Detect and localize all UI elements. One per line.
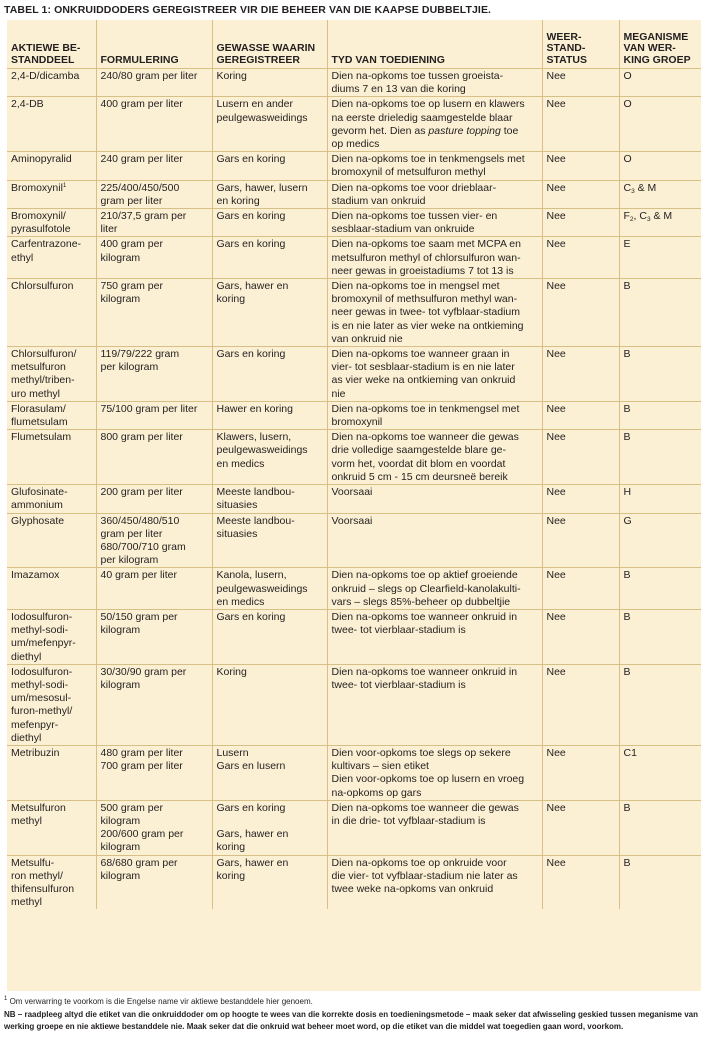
cell-crops (212, 430, 327, 485)
cell-timing-text: Dien na-opkoms toe voor drieblaar- stadium van onkruid (331, 181, 497, 207)
cell-timing (327, 279, 542, 347)
mode-text: C (623, 181, 632, 194)
cell-formulation (96, 237, 212, 279)
header-formulation-label: FORMULERING (100, 53, 179, 66)
cell-crops (212, 800, 327, 855)
cell-active-ingredient-text: Aminopyralid (11, 153, 72, 166)
cell-mode-of-action-text: O (623, 70, 632, 82)
cell-mode-of-action-text: O (623, 153, 632, 166)
cell-active-ingredient (7, 800, 96, 855)
table-row (7, 279, 701, 347)
cell-mode-of-action-text: B (623, 665, 631, 678)
cell-resistance-status-text: Nee (546, 181, 566, 194)
cell-resistance-status (542, 152, 619, 180)
cell-crops-text: Koring (216, 665, 247, 678)
cell-resistance-status (542, 209, 619, 237)
cell-active-ingredient (7, 401, 96, 429)
table-row (7, 568, 701, 610)
cell-resistance-status (542, 664, 619, 745)
cell-active-ingredient (7, 745, 96, 800)
cell-active-ingredient-text: Glyphosate (11, 514, 65, 527)
cell-mode-of-action (619, 180, 701, 208)
cell-timing (327, 69, 542, 97)
table-row (7, 664, 701, 745)
table-row (7, 152, 701, 180)
table-row (7, 800, 701, 855)
cell-crops (212, 69, 327, 97)
cell-crops-text: Koring (216, 70, 247, 82)
cell-formulation-text: 240/80 gram per liter (100, 70, 198, 82)
cell-active-ingredient-text: 2,4-DB (11, 98, 44, 111)
cell-formulation-text: 40 gram per liter (100, 569, 177, 582)
header-crops (212, 20, 327, 69)
cell-resistance-status (542, 180, 619, 208)
cell-resistance-status (542, 237, 619, 279)
cell-crops-text: Gars en koring (216, 610, 286, 623)
cell-active-ingredient-text: Chlorsulfuron (11, 280, 74, 293)
cell-active-ingredient (7, 69, 96, 97)
cell-formulation-text: 800 gram per liter (100, 431, 183, 444)
header-mode-label: MEGANISME VAN WER- KING GROEP (623, 30, 691, 66)
header-timing (327, 20, 542, 69)
cell-active-ingredient-text: Metsulfu- ron methyl/ thifensulfuron methyl (11, 856, 75, 909)
cell-resistance-status (542, 69, 619, 97)
cell-timing-text: Dien na-opkoms toe op onkruide voor die vier- tot vyfblaar-stadium nie later as twee weke na-opkoms van onkruid (331, 856, 518, 895)
cell-timing-text: Dien na-opkoms toe wanneer graan in vier- tot sesblaar-stadium is en nie later as vier weke na ontkieming van onkruid nie (331, 348, 516, 400)
cell-timing (327, 800, 542, 855)
cell-crops (212, 180, 327, 208)
table-row (7, 69, 701, 97)
cell-formulation-text: 480 gram per liter 700 gram per liter (100, 746, 183, 773)
mode-subscript: 2 (629, 216, 634, 224)
cell-resistance-status (542, 430, 619, 485)
cell-active-ingredient-text (11, 182, 93, 195)
cell-timing-text: Dien voor-opkoms toe slegs op sekere kultivars – sien etiket Dien voor-opkoms toe op lusern en vroeg na-opkoms op gars (331, 746, 525, 799)
cell-mode-of-action (619, 69, 701, 97)
cell-timing (327, 237, 542, 279)
cell-timing-text: Voorsaai (331, 486, 373, 499)
cell-crops-text: Lusern en ander peulgewasweidings (216, 98, 308, 124)
cell-timing (327, 855, 542, 909)
cell-mode-of-action (619, 152, 701, 180)
cell-resistance-status-text: Nee (546, 746, 566, 759)
cell-resistance-status (542, 485, 619, 513)
cell-timing (327, 745, 542, 800)
cell-formulation (96, 279, 212, 347)
table-title: TABEL 1: ONKRUIDDODERS GEREGISTREER VIR DIE BEHEER VAN DIE KAAPSE DUBBELTJIE. (4, 4, 492, 16)
cell-timing (327, 664, 542, 745)
cell-formulation (96, 568, 212, 610)
cell-resistance-status-text: Nee (546, 238, 566, 251)
cell-formulation-text: 400 gram per kilogram (100, 238, 163, 264)
cell-resistance-status (542, 401, 619, 429)
cell-formulation-text: 30/30/90 gram per kilogram (100, 665, 187, 691)
cell-crops-text: Hawer en koring (216, 402, 293, 415)
cell-formulation-text: 210/37,5 gram per liter (100, 210, 187, 236)
mode-text: F (623, 210, 630, 223)
cell-active-ingredient (7, 152, 96, 180)
cell-formulation (96, 855, 212, 909)
table-row (7, 745, 701, 800)
cell-mode-of-action (619, 401, 701, 429)
header-resistance-label: WEER- STAND- STATUS (546, 30, 587, 66)
cell-resistance-status-text: Nee (546, 801, 566, 814)
cell-mode-of-action (619, 568, 701, 610)
mode-text: & M (650, 210, 673, 223)
cell-crops (212, 401, 327, 429)
cell-timing (327, 209, 542, 237)
cell-crops (212, 855, 327, 909)
cell-resistance-status-text: Nee (546, 70, 566, 82)
cell-timing-text: Dien na-opkoms toe in tenkmengsel met bromoxynil (331, 402, 520, 429)
cell-timing-text: Dien na-opkoms toe in tenkmengsels met bromoxynil of metsulfuron methyl (331, 153, 525, 179)
cell-formulation-text: 50/150 gram per kilogram (100, 610, 178, 637)
cell-resistance-status-text: Nee (546, 514, 566, 527)
cell-mode-of-action-text: C1 (623, 746, 637, 759)
cell-mode-of-action-text: B (623, 402, 631, 415)
cell-active-ingredient-text: Flumetsulam (11, 431, 72, 444)
cell-mode-of-action-text: O (623, 98, 632, 111)
cell-formulation-text: 360/450/480/510 gram per liter 680/700/710 gram per kilogram (100, 514, 186, 567)
cell-crops-text: Gars en koring (216, 238, 286, 251)
cell-active-ingredient (7, 664, 96, 745)
cell-crops-text: Gars en koring (216, 210, 286, 223)
mode-text: & M (634, 181, 657, 194)
cell-crops-text: Gars, hawer en koring (216, 280, 289, 306)
cell-crops (212, 152, 327, 180)
note-text: NB – raadpleeg altyd die etiket van die onkruiddoder om op hoogte te wees van die korrekte dosis en toedieningsmetode – maak seker dat afwisseling geskied tussen meganisme van werking groepe en nie aktiewe bestanddele nie. Maak seker dat die onkruid wat beheer moet word, op die etiket van die middel wat toegedien gaan word, voorkom. (4, 1010, 698, 1031)
cell-formulation (96, 664, 212, 745)
active-text: Bromoxynil (11, 181, 63, 194)
cell-active-ingredient-text: Imazamox (11, 569, 60, 582)
cell-mode-of-action-text: B (623, 610, 631, 623)
footnote-marker: 1 (62, 182, 67, 189)
cell-active-ingredient (7, 513, 96, 568)
timing-text: Dien na-opkoms toe op lusern en klawers na eerste drieledig saamgestelde blaar gevorm het. Dien as (331, 98, 525, 137)
cell-active-ingredient-text: Chlorsulfuron/ metsulfuron methyl/triben- uro methyl (11, 348, 77, 400)
cell-mode-of-action (619, 609, 701, 664)
cell-resistance-status-text: Nee (546, 856, 566, 869)
table-row (7, 347, 701, 402)
table-row (7, 401, 701, 429)
cell-timing-text: Dien na-opkoms toe tussen vier- en sesblaar-stadium van onkruide (331, 210, 498, 236)
cell-mode-of-action-text: B (623, 801, 631, 814)
cell-active-ingredient (7, 485, 96, 513)
cell-mode-of-action (619, 347, 701, 402)
cell-timing (327, 568, 542, 610)
cell-timing-text: Dien na-opkoms toe in mengsel met bromoxynil of methsulfuron methyl wan- neer gewas in twee- tot vyfblaar-stadium is en nie later as vier weke na ontkieming van onkruid nie (331, 280, 524, 345)
cell-active-ingredient-text: Iodosulfuron- methyl-sodi- um/mesosul- furon-methyl/ mefenpyr- diethyl (11, 665, 73, 744)
cell-formulation-text: 400 gram per liter (100, 98, 183, 111)
cell-crops-text: Meeste landbou- situasies (216, 514, 295, 540)
cell-timing (327, 430, 542, 485)
cell-active-ingredient (7, 568, 96, 610)
cell-resistance-status (542, 855, 619, 909)
cell-timing-text (332, 98, 539, 151)
cell-crops (212, 745, 327, 800)
cell-resistance-status-text: Nee (546, 665, 566, 678)
table-row (7, 430, 701, 485)
cell-formulation-text: 240 gram per liter (100, 153, 183, 166)
cell-active-ingredient (7, 430, 96, 485)
table-row (7, 513, 701, 568)
cell-active-ingredient-text: Florasulam/ flumetsulam (11, 402, 68, 429)
cell-timing-text: Voorsaai (331, 514, 373, 527)
cell-resistance-status-text: Nee (546, 98, 566, 111)
mode-subscript: 3 (631, 187, 635, 195)
cell-mode-of-action-text: G (623, 514, 632, 527)
cell-timing (327, 180, 542, 208)
cell-timing-text: Dien na-opkoms toe saam met MCPA en metsulfuron methyl of chlorsulfuron wan- neer gewas in groeistadiums 7 tot 13 is (331, 238, 521, 277)
cell-active-ingredient (7, 180, 96, 208)
table-row (7, 237, 701, 279)
cell-crops (212, 209, 327, 237)
cell-mode-of-action-text: H (623, 486, 632, 499)
cell-resistance-status-text: Nee (546, 348, 566, 361)
cell-mode-of-action-text: B (623, 569, 631, 582)
cell-resistance-status (542, 347, 619, 402)
cell-active-ingredient-text: Carfentrazone- ethyl (11, 238, 82, 264)
cell-timing (327, 609, 542, 664)
cell-active-ingredient-text: Glufosinate- ammonium (11, 486, 68, 512)
cell-formulation-text: 225/400/450/500 gram per liter (100, 181, 180, 207)
cell-resistance-status (542, 513, 619, 568)
cell-crops (212, 609, 327, 664)
cell-crops-text: Meeste landbou- situasies (216, 486, 295, 512)
cell-formulation-text: 750 gram per kilogram (100, 280, 163, 306)
cell-resistance-status-text: Nee (546, 431, 566, 444)
cell-mode-of-action (619, 209, 701, 237)
cell-resistance-status-text: Nee (546, 569, 566, 582)
cell-formulation (96, 401, 212, 429)
cell-crops-text: Gars en koring (216, 348, 286, 361)
cell-timing-text: Dien na-opkoms toe tussen groeista- diums 7 en 13 van die koring (331, 70, 504, 96)
table-row (7, 97, 701, 152)
cell-active-ingredient-text: Iodosulfuron- methyl-sodi- um/mefenpyr- diethyl (11, 610, 76, 663)
cell-resistance-status (542, 800, 619, 855)
cell-crops (212, 485, 327, 513)
cell-active-ingredient (7, 97, 96, 152)
cell-timing (327, 152, 542, 180)
cell-active-ingredient (7, 609, 96, 664)
table-row (7, 855, 701, 909)
cell-resistance-status-text: Nee (546, 210, 566, 223)
cell-formulation (96, 485, 212, 513)
cell-timing-text: Dien na-opkoms toe wanneer onkruid in twee- tot vierblaar-stadium is (331, 610, 518, 637)
cell-active-ingredient (7, 855, 96, 909)
cell-mode-of-action (619, 237, 701, 279)
cell-resistance-status-text: Nee (546, 610, 566, 623)
cell-formulation (96, 800, 212, 855)
cell-mode-of-action (619, 430, 701, 485)
cell-formulation-text: 500 gram per kilogram 200/600 gram per kilogram (100, 801, 184, 854)
herbicide-table (7, 20, 701, 909)
header-active-label: AKTIEWE BE- STANDDEEL (11, 42, 81, 66)
cell-resistance-status (542, 97, 619, 152)
cell-resistance-status-text: Nee (546, 153, 566, 166)
cell-active-ingredient (7, 209, 96, 237)
cell-mode-of-action (619, 800, 701, 855)
cell-formulation (96, 609, 212, 664)
header-resistance-status (542, 20, 619, 69)
cell-formulation-text: 200 gram per liter (100, 486, 183, 499)
cell-crops-text: Kanola, lusern, peulgewasweidings en medics (216, 569, 308, 608)
cell-resistance-status-text: Nee (546, 280, 566, 293)
cell-crops (212, 568, 327, 610)
cell-mode-of-action (619, 745, 701, 800)
cell-mode-of-action (619, 485, 701, 513)
cell-resistance-status (542, 279, 619, 347)
cell-mode-of-action-text: B (623, 348, 631, 361)
cell-timing (327, 401, 542, 429)
cell-crops (212, 664, 327, 745)
cell-timing-text: Dien na-opkoms toe wanneer onkruid in twee- tot vierblaar-stadium is (331, 665, 518, 691)
cell-formulation (96, 430, 212, 485)
cell-mode-of-action-text: B (623, 280, 631, 293)
cell-crops-text: Gars, hawer, lusern en koring (216, 181, 308, 207)
cell-mode-of-action-text: E (623, 238, 631, 251)
footnote (4, 997, 313, 1006)
cell-crops-text: Gars, hawer en koring (216, 856, 289, 882)
cell-mode-of-action-text (624, 210, 699, 223)
cell-active-ingredient-text: Metsulfuron methyl (11, 801, 66, 827)
cell-timing-text: Dien na-opkoms toe op aktief groeiende onkruid – slegs op Clearfield-kanolakulti- vars – slegs 85%-beheer op dubbeltjie (331, 569, 521, 608)
herbicide-table-panel (7, 20, 701, 991)
cell-resistance-status-text: Nee (546, 486, 566, 499)
cell-mode-of-action (619, 279, 701, 347)
cell-formulation (96, 513, 212, 568)
cell-active-ingredient (7, 279, 96, 347)
cell-formulation (96, 347, 212, 402)
cell-timing-text: Dien na-opkoms toe wanneer die gewas in die drie- tot vyfblaar-stadium is (331, 801, 519, 827)
cell-crops (212, 97, 327, 152)
timing-text: toe op medics (331, 124, 519, 151)
cell-timing (327, 513, 542, 568)
header-row (7, 20, 701, 69)
cell-crops-text: Klawers, lusern, peulgewasweidings en medics (216, 431, 308, 470)
cell-crops (212, 279, 327, 347)
footnote-marker: 1 (4, 996, 8, 1002)
cell-resistance-status (542, 609, 619, 664)
cell-formulation-text: 75/100 gram per liter (100, 402, 198, 415)
cell-formulation-text: 119/79/222 gram per kilogram (100, 348, 180, 374)
cell-formulation (96, 97, 212, 152)
cell-crops (212, 237, 327, 279)
header-mode-of-action (619, 20, 701, 69)
timing-emphasis: pasture topping (428, 124, 501, 137)
table-row (7, 609, 701, 664)
cell-mode-of-action (619, 855, 701, 909)
cell-active-ingredient (7, 347, 96, 402)
header-formulation (96, 20, 212, 69)
cell-mode-of-action (619, 513, 701, 568)
cell-crops-text: Gars en koring Gars, hawer en koring (216, 801, 289, 854)
cell-mode-of-action-text (624, 182, 699, 195)
cell-timing (327, 347, 542, 402)
cell-resistance-status (542, 745, 619, 800)
cell-formulation (96, 745, 212, 800)
cell-formulation (96, 152, 212, 180)
cell-resistance-status-text: Nee (546, 402, 566, 415)
table-row (7, 180, 701, 208)
mode-text: , C (633, 210, 647, 223)
header-timing-label: TYD VAN TOEDIENING (331, 53, 445, 66)
cell-formulation-text: 68/680 gram per kilogram (100, 856, 178, 882)
cell-formulation (96, 180, 212, 208)
cell-crops (212, 513, 327, 568)
cell-timing (327, 485, 542, 513)
table-row (7, 485, 701, 513)
cell-mode-of-action-text: B (623, 856, 631, 869)
cell-active-ingredient-text: Metribuzin (11, 746, 60, 759)
cell-crops-text: Gars en koring (216, 153, 286, 166)
cell-crops-text: Lusern Gars en lusern (216, 746, 286, 773)
cell-active-ingredient-text: Bromoxynil/ pyrasulfotole (11, 210, 71, 236)
cell-formulation (96, 209, 212, 237)
cell-mode-of-action (619, 97, 701, 152)
footnote-text: Om verwarring te voorkom is die Engelse name vir aktiewe bestanddele hier genoem. (7, 997, 313, 1006)
table-row (7, 209, 701, 237)
mode-subscript: 3 (646, 216, 651, 224)
cell-active-ingredient (7, 237, 96, 279)
cell-mode-of-action (619, 664, 701, 745)
cell-timing-text: Dien na-opkoms toe wanneer die gewas drie volledige saamgestelde blare ge- vorm het, voordat dit blom en voordat onkruid 5 cm - 15 cm deursneë bereik (331, 431, 519, 483)
cell-active-ingredient-text: 2,4-D/dicamba (11, 70, 80, 82)
header-crops-label: GEWASSE WAARIN GEREGISTREER (216, 42, 316, 66)
cell-formulation (96, 69, 212, 97)
cell-crops (212, 347, 327, 402)
header-active-ingredient (7, 20, 96, 69)
cell-mode-of-action-text: B (623, 431, 631, 444)
cell-resistance-status (542, 568, 619, 610)
cell-timing (327, 97, 542, 152)
